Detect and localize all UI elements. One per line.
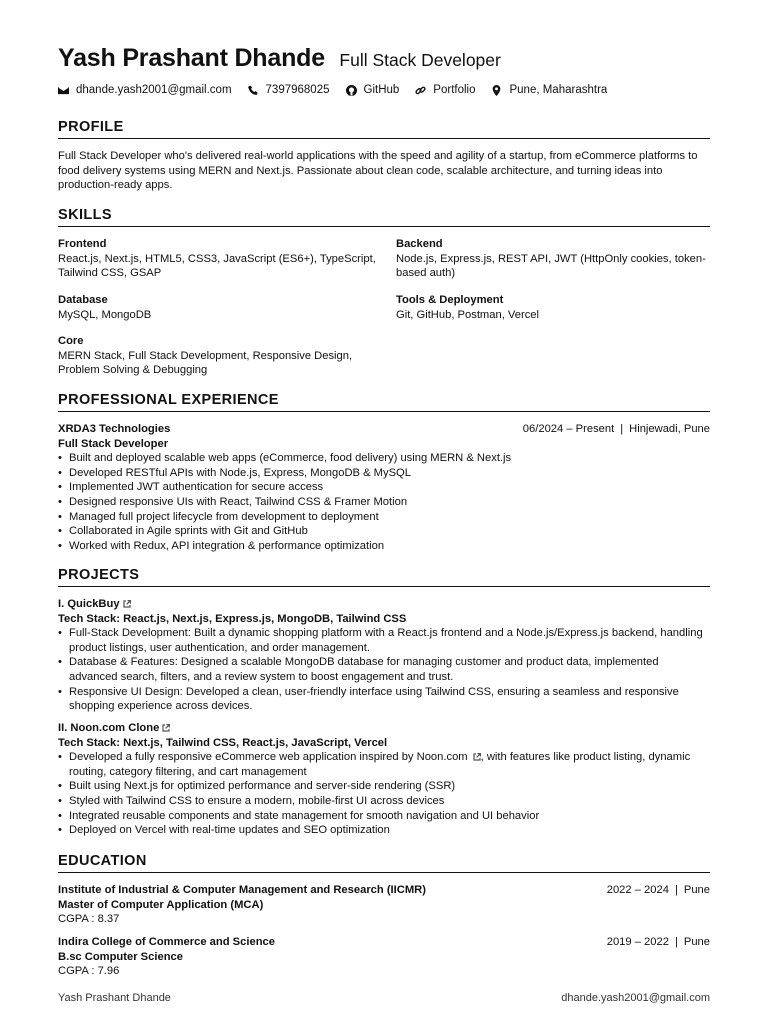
education-entry [58, 935, 710, 979]
skill-label: Tools & Deployment [396, 294, 504, 306]
project-quickbuy [58, 597, 710, 714]
footer-name: Yash Prashant Dhande [58, 992, 171, 1004]
contact-portfolio-text: Portfolio [433, 84, 476, 96]
contact-github-text: GitHub [363, 84, 400, 96]
candidate-role: Full Stack Developer [339, 50, 501, 70]
list-item: • Managed full project lifecycle from development to deployment [58, 510, 710, 525]
education-meta: 2022 – 2024 | Pune [606, 884, 710, 896]
list-item: • Integrated reusable components and state management for smooth navigation and UI behavior [58, 809, 710, 824]
experience-meta: 06/2024 – Present | Hinjewadi, Pune [522, 423, 710, 435]
degree: Master of Computer Application (MCA) [58, 898, 264, 911]
project-stack: Tech Stack: React.js, Next.js, Express.js, MongoDB, Tailwind CSS [58, 612, 407, 625]
contact-location [491, 84, 607, 96]
projects-heading: PROJECTS [58, 567, 710, 587]
education-location: Pune [683, 936, 710, 948]
project-title[interactable] [58, 721, 710, 736]
github-icon [346, 85, 357, 96]
list-item: • Built and deployed scalable web apps (eCommerce, food delivery) using MERN & Next.js [58, 451, 710, 466]
skill-value: Git, GitHub, Postman, Vercel [396, 308, 540, 321]
project-name: I. QuickBuy [58, 598, 120, 610]
list-item: • Full-Stack Development: Built a dynamic shopping platform with a React.js frontend and a Node.js/Express.js backend, handling product listings, user authentication, and order management. [58, 626, 710, 655]
skill-value: React.js, Next.js, HTML5, CSS3, JavaScript (ES6+), TypeScript, Tailwind CSS, GSAP [58, 252, 376, 280]
bullet-text: Developed a fully responsive eCommerce web application inspired by Noon.com [69, 751, 468, 764]
skill-core [58, 334, 363, 378]
skill-label: Core [58, 335, 84, 347]
education-dates: 2022 – 2024 [606, 884, 669, 896]
grade: CGPA : 7.96 [58, 965, 120, 978]
education-location: Pune [683, 884, 710, 896]
profile-text: Full Stack Developer who's delivered real-world applications with the speed and agility of a startup, from eCommerce platforms to food delivery systems using MERN and Next.js. Passionate about clean code, scalable architecture, and turning ideas into production-ready apps. [58, 150, 698, 192]
contact-email-text: dhande.yash2001@gmail.com [76, 84, 232, 96]
contact-github[interactable] [346, 84, 400, 96]
education-heading: EDUCATION [58, 853, 710, 873]
list-item: • Worked with Redux, API integration & performance optimization [58, 539, 710, 554]
education-dates: 2019 – 2022 [606, 936, 669, 948]
project-stack: Tech Stack: Next.js, Tailwind CSS, React.js, JavaScript, Vercel [58, 736, 388, 749]
experience-entry [58, 422, 710, 553]
school-name: Institute of Industrial & Computer Management and Research (IICMR) [58, 884, 426, 896]
contact-location-text: Pune, Maharashtra [509, 84, 608, 96]
education-entry [58, 883, 710, 927]
candidate-name: Yash Prashant Dhande [58, 44, 325, 72]
list-item: • Styled with Tailwind CSS to ensure a modern, mobile-first UI across devices [58, 794, 710, 809]
resume-header [58, 44, 501, 73]
skill-value: Node.js, Express.js, REST API, JWT (HttpOnly cookies, token-based auth) [396, 252, 706, 280]
list-item: • Designed responsive UIs with React, Tailwind CSS & Framer Motion [58, 495, 710, 510]
skill-value: MERN Stack, Full Stack Development, Responsive Design, Problem Solving & Debugging [58, 349, 353, 377]
contact-bar [58, 84, 623, 96]
list-item: • Deployed on Vercel with real-time updates and SEO optimization [58, 823, 710, 838]
skill-backend [396, 237, 714, 281]
project-noon-clone [58, 721, 710, 838]
position-title: Full Stack Developer [58, 437, 169, 450]
page-footer [58, 992, 710, 1004]
envelope-icon [58, 85, 69, 96]
location-pin-icon [491, 85, 502, 96]
experience-dates: 06/2024 – Present [522, 423, 615, 435]
company-name: XRDA3 Technologies [58, 423, 171, 435]
external-link-icon [123, 598, 131, 606]
skill-label: Database [58, 294, 108, 306]
bullet-text-suffix: , with features like product listing, dynamic routing, category filtering, and cart management [69, 751, 691, 778]
project-title[interactable] [58, 597, 710, 612]
contact-portfolio[interactable] [415, 84, 475, 96]
phone-icon [248, 85, 259, 96]
project-bullets [58, 626, 710, 714]
skill-label: Backend [396, 238, 443, 250]
profile-heading: PROFILE [58, 119, 710, 139]
contact-phone-text: 7397968025 [265, 84, 330, 96]
skill-tools [396, 293, 716, 322]
experience-location: Hinjewadi, Pune [629, 423, 710, 435]
list-item: • Collaborated in Agile sprints with Git and GitHub [58, 524, 710, 539]
list-item [58, 750, 710, 779]
experience-bullets [58, 451, 710, 553]
list-item: • Built using Next.js for optimized performance and server-side rendering (SSR) [58, 779, 710, 794]
grade: CGPA : 8.37 [58, 913, 120, 926]
degree: B.sc Computer Science [58, 950, 183, 963]
link-icon [415, 85, 426, 96]
list-item: • Implemented JWT authentication for secure access [58, 480, 710, 495]
project-bullets [58, 750, 710, 838]
skills-heading: SKILLS [58, 207, 710, 227]
footer-email: dhande.yash2001@gmail.com [561, 992, 710, 1004]
skill-label: Frontend [58, 238, 107, 250]
list-item: • Database & Features: Designed a scalable MongoDB database for managing customer and product data, implemented advanced search, filters, and a review system to boost engagement and trust. [58, 655, 710, 684]
list-item: • Responsive UI Design: Developed a clean, user-friendly interface using Tailwind CSS, ensuring a seamless and responsive shopping experience across devices. [58, 685, 710, 714]
skill-database [58, 293, 378, 322]
project-name: II. Noon.com Clone [58, 722, 160, 734]
experience-heading: PROFESSIONAL EXPERIENCE [58, 392, 710, 412]
contact-phone[interactable] [248, 84, 330, 96]
external-link-icon [162, 722, 170, 730]
external-link-icon[interactable] [473, 751, 481, 759]
skill-value: MySQL, MongoDB [58, 308, 152, 321]
contact-email[interactable] [58, 84, 232, 96]
list-item: • Developed RESTful APIs with Node.js, Express, MongoDB & MySQL [58, 466, 710, 481]
school-name: Indira College of Commerce and Science [58, 936, 275, 948]
education-meta: 2019 – 2022 | Pune [606, 936, 710, 948]
skill-frontend [58, 237, 378, 281]
